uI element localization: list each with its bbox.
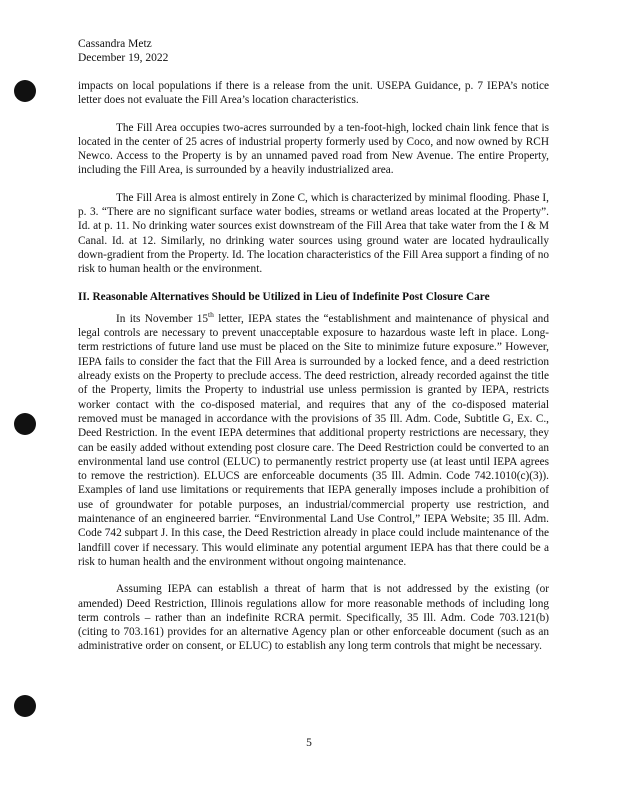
- paragraph-fill-area: The Fill Area occupies two-acres surrounded by a ten-foot-high, locked chain link fence that is located in the center of 25 acres of industrial property formerly used by Coco, and now owned by RCH Newco. Access to the Property is by an unnamed paved road from New Avenue. The entire Property, including the Fill Area, is surrounded by a heavily industrialized area.: [78, 121, 549, 177]
- binder-hole-bottom: [14, 695, 36, 717]
- paragraph-iepa-letter: [78, 312, 549, 569]
- recipient-name: Cassandra Metz: [78, 38, 152, 50]
- para4-text-pre: In its November 15: [116, 312, 209, 325]
- letter-date: December 19, 2022: [78, 52, 169, 64]
- para4-text-post: letter, IEPA states the “establishment and maintenance of physical and legal controls are necessary to prevent unacceptable exposure to hazardous waste left in place. Long-term restrictions of future land use must be placed on the Site to minimize future exposure.” However, IEPA fails to consider the fact that the Fill Area is surrounded by a locked fence, and a deed restriction already exists on the Property to preclude access. The deed restriction, already recorded against the title of the Property, limits the Property to industrial use unless permission is granted by IEPA, restricts worker contact with the co-disposed material, and requires that any of the co-disposed material removed must be managed in accordance with the provisions of 35 Ill. Adm. Code, Subtitle G, Ex. C., Deed Restriction. In the event IEPA determines that additional property restrictions are necessary, they can be easily added without extending post closure care. The Deed Restriction could be converted to an environmental land use control (ELUC) to permanently restrict property use (at least until IEPA agrees to remove the restriction). ELUCS are enforceable documents (35 Ill. Admin. Code 742.1010(c)(3)). Examples of land use limitations or requirements that IEPA generally imposes include a prohibition of use of groundwater for potable purposes, an industrial/commercial property use restriction, and maintenance of an engineered barrier. “Environmental Land Use Control,” IEPA Website; 35 Ill. Adm. Code 742 subpart J. In this case, the Deed Restriction already in place could include maintenance of the landfill cover if necessary. This would eliminate any potential argument IEPA has that there could be a risk to human health and the environment without ongoing maintenance.: [78, 312, 549, 568]
- letter-header: [78, 37, 168, 65]
- paragraph-alternatives: Assuming IEPA can establish a threat of harm that is not addressed by the existing (or amended) Deed Restriction, Illinois regulations allow for more reasonable methods of including long term controls – rather than an indefinite RCRA permit. Specifically, 35 Ill. Adm. Code 703.121(b) (citing to 703.161) provides for an alternative Agency plan or other enforceable document (such as an administrative order on consent, or ELUC) to establish any long term controls that might be necessary.: [78, 583, 549, 653]
- binder-hole-middle: [14, 413, 36, 435]
- para4-superscript: th: [208, 310, 214, 320]
- paragraph-continued: impacts on local populations if there is a release from the unit. USEPA Guidance, p. 7 IEPA’s notice letter does not evaluate the Fill Area’s location characteristics.: [78, 80, 549, 107]
- paragraph-zone-c: The Fill Area is almost entirely in Zone C, which is characterized by minimal flooding. Phase I, p. 3. “There are no significant surface water bodies, streams or wetland areas located at the Property”. Id. at p. 11. No drinking water sources exist downstream of the Fill Area that take water from the I & M Canal. Id. at 12. Similarly, no drinking water sources using ground water are located hydraulically down-gradient from the Property. Id. The location characteristics of the Fill Area support a finding of no risk to human health or the environment.: [78, 191, 549, 276]
- section-heading: II. Reasonable Alternatives Should be Utilized in Lieu of Indefinite Post Closure Care: [78, 290, 490, 303]
- page-number: 5: [306, 737, 312, 749]
- binder-hole-top: [14, 80, 36, 102]
- letter-body: [78, 79, 549, 667]
